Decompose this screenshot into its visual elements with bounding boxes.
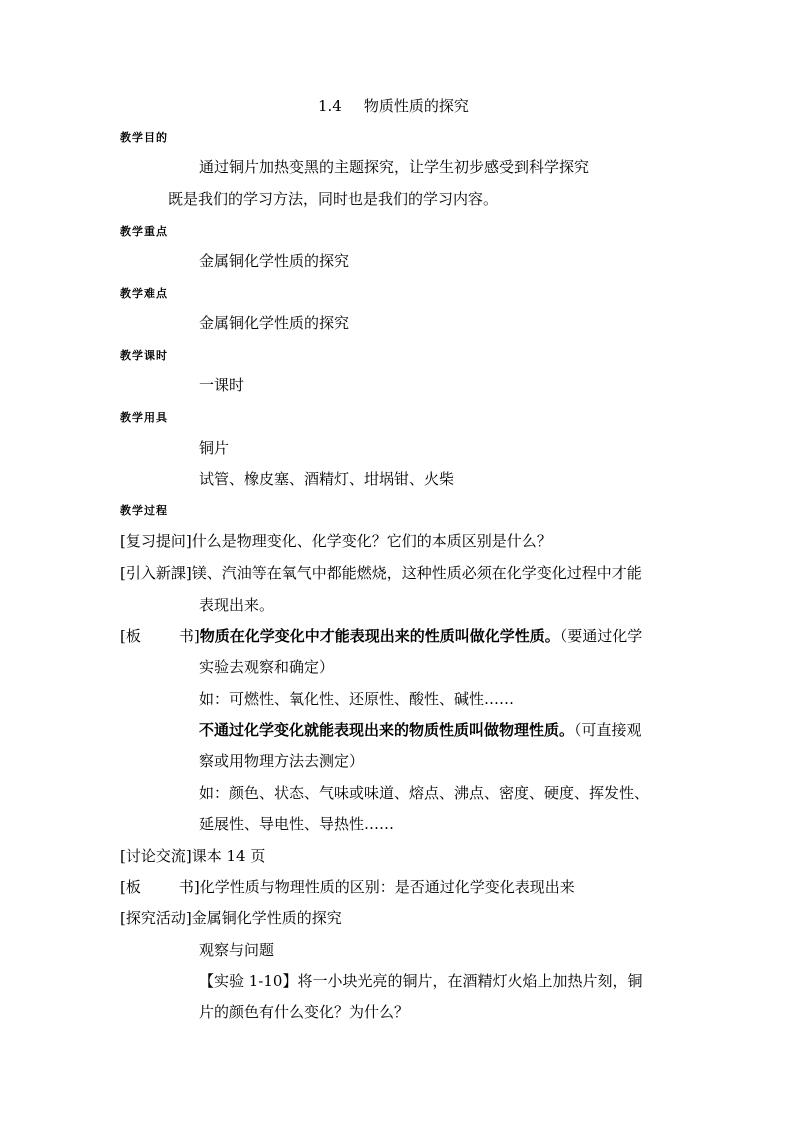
experiment-line-2: 片的颜色有什么变化？为什么？ xyxy=(199,1003,410,1021)
review-question: [复习提问]什么是物理变化、化学变化？它们的本质区别是什么？ xyxy=(120,532,552,550)
purpose-line-2: 既是我们的学习方法，同时也是我们的学习内容。 xyxy=(168,190,499,208)
physical-property-definition: 不通过化学变化就能表现出来的物质性质叫做物理性质。 xyxy=(199,721,575,739)
physical-examples-line-2: 延展性、导电性、导热性…… xyxy=(199,815,395,833)
physical-property-note: （可直接观 xyxy=(574,721,642,739)
board-label-left: [板 xyxy=(120,627,141,645)
board-label-right: 书] xyxy=(178,627,200,645)
physical-examples-line-1: 如：颜色、状态、气味或味道、熔点、沸点、密度、硬度、挥发性、 xyxy=(199,784,650,802)
tools-line-2: 试管、橡皮塞、酒精灯、坩埚钳、火柴 xyxy=(199,470,455,488)
physical-property-line-2: 察或用物理方法去测定） xyxy=(199,752,365,770)
board-note-2-text: 书]化学性质与物理性质的区别：是否通过化学变化表现出来 xyxy=(178,878,575,896)
difficulty-heading: 教学难点 xyxy=(120,287,168,300)
chemical-examples: 如：可燃性、氧化性、还原性、酸性、碱性…… xyxy=(199,690,515,708)
tools-line-1: 铜片 xyxy=(199,439,230,457)
chemical-property-note: （要通过化学 xyxy=(559,627,643,645)
chemical-property-definition: 物质在化学变化中才能表现出来的性质叫做化学性质。 xyxy=(199,627,560,645)
board-label-left-2: [板 xyxy=(120,878,141,896)
process-heading: 教学过程 xyxy=(120,504,168,517)
intro-line-2: 表现出来。 xyxy=(199,596,275,614)
tools-heading: 教学用具 xyxy=(120,411,168,424)
purpose-heading: 教学目的 xyxy=(120,131,168,144)
physical-property-line xyxy=(199,723,642,738)
purpose-line-1: 通过铜片加热变黑的主题探究，让学生初步感受到科学探究 xyxy=(199,158,590,176)
hours-text: 一课时 xyxy=(199,376,245,394)
observe-question: 观察与问题 xyxy=(199,941,275,959)
title-text: 物质性质的探究 xyxy=(363,97,469,115)
intro-line-1: [引入新課]镁、汽油等在氧气中都能燃烧，这种性质必须在化学变化过程中才能 xyxy=(120,564,642,582)
key-point-text: 金属铜化学性质的探究 xyxy=(199,252,350,270)
board-note-2 xyxy=(120,880,575,895)
board-note-1-line-2: 实验去观察和确定） xyxy=(199,658,335,676)
experiment-line-1: 【实验 1-10】将一小块光亮的铜片，在酒精灯火焰上加热片刻，铜 xyxy=(199,972,643,990)
title-number: 1.4 xyxy=(318,97,342,115)
explore-activity: [探究活动]金属铜化学性质的探究 xyxy=(120,909,342,927)
board-note-1 xyxy=(120,629,642,644)
hours-heading: 教学课时 xyxy=(120,349,168,362)
difficulty-text: 金属铜化学性质的探究 xyxy=(199,314,350,332)
key-point-heading: 教学重点 xyxy=(120,225,168,238)
page-title xyxy=(318,99,469,114)
discussion: [讨论交流]课本 14 页 xyxy=(120,847,266,865)
